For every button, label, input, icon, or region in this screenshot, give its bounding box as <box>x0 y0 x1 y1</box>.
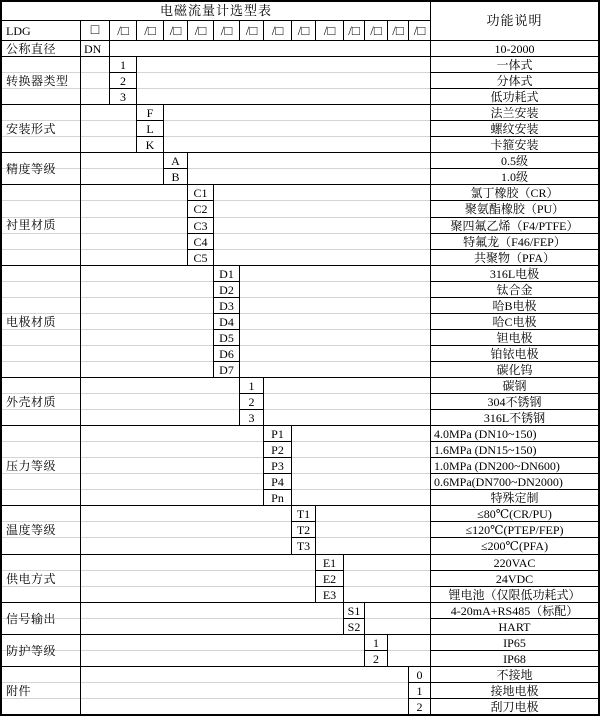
code-cell: 3 <box>109 88 136 104</box>
code-cell: C1 <box>187 184 213 200</box>
function-cell: 特氟龙（F46/FEP） <box>430 233 598 249</box>
category-label: 温度等级 <box>2 505 80 554</box>
function-cell: 分体式 <box>430 72 598 88</box>
spacer-cell <box>239 265 430 377</box>
spacer-cell <box>80 184 187 265</box>
function-cell: 哈C电极 <box>430 313 598 329</box>
code-cell: L <box>136 120 163 136</box>
function-cell: 锂电池（仅限低功耗式） <box>430 586 598 602</box>
function-cell: 1.0MPa (DN200~DN600) <box>430 457 598 473</box>
spacer-cell <box>109 40 430 56</box>
code-cell: D7 <box>213 361 239 377</box>
code-cell: 2 <box>239 393 263 409</box>
function-cell: 220VAC <box>430 554 598 570</box>
spacer-cell <box>213 184 430 265</box>
category-label: 防护等级 <box>2 634 80 666</box>
code-cell: D2 <box>213 281 239 297</box>
spacer-cell <box>80 666 408 714</box>
function-cell: 10-2000 <box>430 40 598 56</box>
spacer-cell <box>80 425 263 505</box>
function-cell: 低功耗式 <box>430 88 598 104</box>
category-label: 安装形式 <box>2 104 80 152</box>
spacer-cell <box>364 602 430 634</box>
spacer-cell <box>387 634 430 666</box>
code-cell: DN <box>80 40 109 56</box>
category-label: 附件 <box>2 666 80 714</box>
spacer-cell <box>263 377 430 425</box>
category-label: 衬里材质 <box>2 184 80 265</box>
function-cell: 304不锈钢 <box>430 393 598 409</box>
code-cell: P2 <box>263 441 291 457</box>
function-cell: 4-20mA+RS485（标配） <box>430 602 598 618</box>
code-cell: D6 <box>213 345 239 361</box>
spacer-cell <box>291 425 430 505</box>
function-cell: 316L不锈钢 <box>430 409 598 425</box>
spacer-cell <box>80 505 291 554</box>
function-cell: HART <box>430 618 598 634</box>
function-cell: 共聚物（PFA） <box>430 249 598 265</box>
function-cell: 一体式 <box>430 56 598 72</box>
spacer-cell <box>315 505 430 554</box>
spacer-cell <box>136 56 430 104</box>
spacer-cell <box>187 152 430 184</box>
function-cell: 铂铱电极 <box>430 345 598 361</box>
function-cell: 1.6MPa (DN15~150) <box>430 441 598 457</box>
code-cell: C5 <box>187 249 213 265</box>
spacer-cell <box>80 152 163 184</box>
code-cell: S1 <box>343 602 364 618</box>
code-cell: 1 <box>239 377 263 393</box>
spacer-cell <box>80 554 315 602</box>
model-slot: /□ <box>291 20 315 40</box>
function-cell: 特殊定制 <box>430 489 598 505</box>
model-slot: /□ <box>343 20 364 40</box>
function-cell: 哈B电极 <box>430 297 598 313</box>
code-cell: B <box>163 168 187 184</box>
function-cell: IP65 <box>430 634 598 650</box>
model-slot: /□ <box>239 20 263 40</box>
code-cell: A <box>163 152 187 168</box>
model-digit-box: □ <box>80 20 109 40</box>
model-slot: /□ <box>136 20 163 40</box>
model-slot: /□ <box>213 20 239 40</box>
function-cell: 不接地 <box>430 666 598 682</box>
code-cell: C2 <box>187 200 213 217</box>
code-cell: 3 <box>239 409 263 425</box>
function-cell: 氯丁橡胶（CR） <box>430 184 598 200</box>
model-slot: /□ <box>263 20 291 40</box>
code-cell: K <box>136 136 163 152</box>
function-cell: 24VDC <box>430 570 598 586</box>
function-cell: 0.5级 <box>430 152 598 168</box>
model-slot: /□ <box>408 20 430 40</box>
function-cell: 法兰安装 <box>430 104 598 120</box>
function-cell: 聚四氟乙烯（F4/PTFE） <box>430 217 598 233</box>
function-cell: 碳化钨 <box>430 361 598 377</box>
code-cell: F <box>136 104 163 120</box>
code-cell: 1 <box>408 682 430 698</box>
code-cell: T3 <box>291 537 315 554</box>
category-label: 转换器类型 <box>2 56 80 104</box>
spacer-cell <box>163 104 430 152</box>
function-cell: 316L电极 <box>430 265 598 281</box>
spacer-cell <box>80 634 364 666</box>
code-cell: T2 <box>291 521 315 537</box>
function-cell: 钽电极 <box>430 329 598 345</box>
code-cell: E2 <box>315 570 343 586</box>
code-cell: D4 <box>213 313 239 329</box>
category-label: 压力等级 <box>2 425 80 505</box>
code-cell: 2 <box>109 72 136 88</box>
category-label: 外壳材质 <box>2 377 80 425</box>
code-cell: P3 <box>263 457 291 473</box>
spacer-cell <box>80 265 213 377</box>
model-slot: /□ <box>364 20 387 40</box>
spacer-cell <box>343 554 430 602</box>
function-cell: 聚氨酯橡胶（PU） <box>430 200 598 217</box>
function-cell: 接地电极 <box>430 682 598 698</box>
model-slot: /□ <box>387 20 408 40</box>
code-cell: 1 <box>109 56 136 72</box>
code-cell: E1 <box>315 554 343 570</box>
spacer-cell <box>80 56 109 104</box>
model-prefix: LDG <box>2 20 80 40</box>
code-cell: T1 <box>291 505 315 521</box>
function-cell: 1.0级 <box>430 168 598 184</box>
code-cell: D3 <box>213 297 239 313</box>
category-label: 公称直径 <box>2 40 80 56</box>
function-cell: 卡箍安装 <box>430 136 598 152</box>
model-slot: /□ <box>187 20 213 40</box>
code-cell: 2 <box>408 698 430 714</box>
code-cell: C4 <box>187 233 213 249</box>
category-label: 信号输出 <box>2 602 80 634</box>
spacer-cell <box>80 377 239 425</box>
function-cell: ≤120℃(PTEP/FEP) <box>430 521 598 537</box>
category-label: 精度等级 <box>2 152 80 184</box>
function-cell: 碳钢 <box>430 377 598 393</box>
model-slot: /□ <box>109 20 136 40</box>
model-slot: /□ <box>163 20 187 40</box>
code-cell: D1 <box>213 265 239 281</box>
code-cell: D5 <box>213 329 239 345</box>
function-cell: ≤80℃(CR/PU) <box>430 505 598 521</box>
function-column-header: 功能说明 <box>430 2 598 40</box>
function-cell: 刮刀电极 <box>430 698 598 714</box>
function-cell: IP68 <box>430 650 598 666</box>
code-cell: P4 <box>263 473 291 489</box>
function-cell: 4.0MPa (DN10~150) <box>430 425 598 441</box>
code-cell: C3 <box>187 217 213 233</box>
spacer-cell <box>80 602 343 634</box>
function-cell: 0.6MPa(DN700~DN2000) <box>430 473 598 489</box>
code-cell: Pn <box>263 489 291 505</box>
category-label: 供电方式 <box>2 554 80 602</box>
code-cell: 2 <box>364 650 387 666</box>
function-cell: ≤200℃(PFA) <box>430 537 598 554</box>
function-cell: 钛合金 <box>430 281 598 297</box>
code-cell: P1 <box>263 425 291 441</box>
code-cell: E3 <box>315 586 343 602</box>
spacer-cell <box>80 104 136 152</box>
category-label: 电极材质 <box>2 265 80 377</box>
code-cell: S2 <box>343 618 364 634</box>
model-slot: /□ <box>315 20 343 40</box>
table-title: 电磁流量计选型表 <box>159 3 272 18</box>
function-cell: 螺纹安装 <box>430 120 598 136</box>
code-cell: 0 <box>408 666 430 682</box>
code-cell: 1 <box>364 634 387 650</box>
